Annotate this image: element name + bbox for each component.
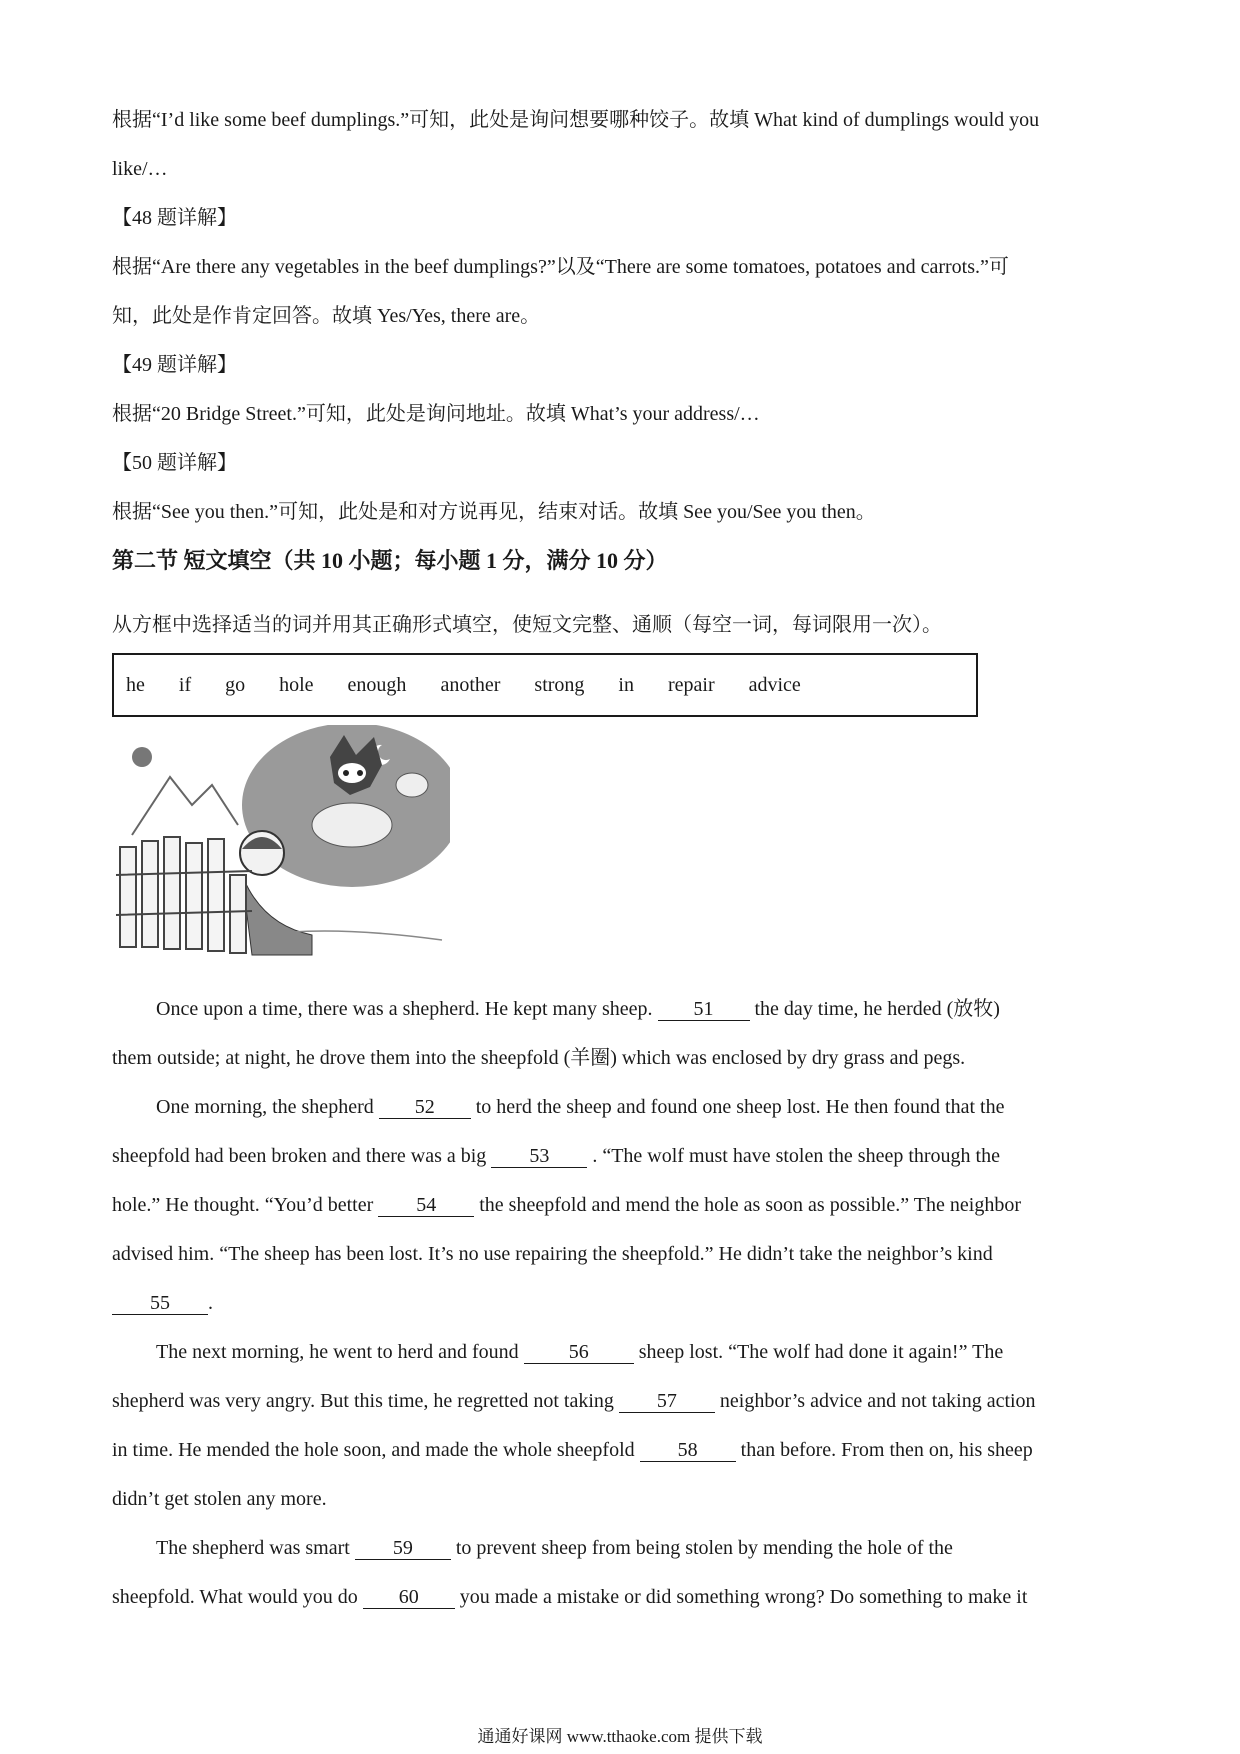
page-footer: 通通好课网 www.tthaoke.com 提供下载	[477, 1727, 763, 1746]
blank-54: 54	[378, 1194, 474, 1217]
q48-explanation-line2: 知，此处是作肯定回答。故填 Yes/Yes, there are。	[112, 305, 541, 327]
word-option: he	[126, 673, 145, 696]
story-text: neighbor’s advice and not taking action	[719, 1390, 1036, 1412]
q47-explanation-line1: 根据“I’d like some beef dumplings.”可知，此处是询问想要哪种饺子。故填 What kind of dumplings would you	[112, 109, 1040, 131]
q49-explanation: 根据“20 Bridge Street.”可知，此处是询问地址。故填 What’s your address/…	[112, 403, 760, 425]
q50-explanation: 根据“See you then.”可知，此处是和对方说再见，结束对话。故填 See you/See you then。	[112, 501, 876, 523]
section-instruction: 从方框中选择适当的词并用其正确形式填空，使短文完整、通顺（每空一词，每词限用一次）。	[112, 614, 942, 636]
word-option: in	[618, 673, 634, 696]
story-text: than before. From then on, his sheep	[740, 1439, 1033, 1461]
story-text: to herd the sheep and found one sheep lost. He then found that the	[475, 1096, 1005, 1118]
story-line: advised him. “The sheep has been lost. It’s no use repairing the sheepfold.” He didn’t take the neighbor’s kind	[112, 1243, 993, 1265]
word-option: go	[225, 673, 246, 696]
blank-57: 57	[619, 1390, 715, 1413]
story-line	[112, 1083, 1132, 1132]
story-text: The shepherd was smart	[156, 1537, 350, 1559]
q48-heading: 【48 题详解】	[112, 207, 237, 229]
blank-59: 59	[355, 1537, 451, 1560]
story-line	[112, 1377, 1132, 1426]
word-option: if	[178, 673, 192, 696]
story-line: didn’t get stolen any more.	[112, 1488, 327, 1510]
blank-53: 53	[491, 1145, 587, 1168]
blank-60: 60	[363, 1586, 455, 1609]
story-text: .	[208, 1292, 213, 1314]
story-line	[112, 1279, 1132, 1328]
story-text: One morning, the shepherd	[156, 1096, 374, 1118]
q47-explanation-line2: like/…	[112, 158, 168, 180]
blank-51: 51	[658, 998, 750, 1021]
story-line	[112, 1132, 1132, 1181]
story-line	[112, 1573, 1132, 1622]
story-text: you made a mistake or did something wrong? Do something to make it	[459, 1586, 1028, 1608]
q48-explanation-line1: 根据“Are there any vegetables in the beef dumplings?”以及“There are some tomatoes, potatoes and carrots.”可	[112, 256, 1009, 278]
story-text: the sheepfold and mend the hole as soon as possible.” The neighbor	[479, 1194, 1021, 1216]
story-passage	[112, 985, 1132, 1622]
story-line	[112, 1426, 1132, 1475]
story-line	[112, 1328, 1132, 1377]
word-option: another	[440, 673, 501, 696]
blank-52: 52	[379, 1096, 471, 1119]
blank-56: 56	[524, 1341, 634, 1364]
story-line	[112, 985, 1132, 1034]
story-line	[112, 1181, 1132, 1230]
word-option: strong	[534, 673, 585, 696]
story-text: sheep lost. “The wolf had done it again!” The	[638, 1341, 1004, 1363]
story-text: hole.” He thought. “You’d better	[112, 1194, 374, 1216]
story-text: shepherd was very angry. But this time, he regretted not taking	[112, 1390, 614, 1412]
word-box	[112, 653, 978, 717]
story-text: The next morning, he went to herd and found	[156, 1341, 519, 1363]
story-text: to prevent sheep from being stolen by mending the hole of the	[455, 1537, 953, 1559]
word-option: hole	[279, 673, 314, 696]
story-line: them outside; at night, he drove them into the sheepfold (羊圈) which was enclosed by dry grass and pegs.	[112, 1047, 966, 1069]
word-option: repair	[667, 673, 715, 696]
word-option: enough	[347, 673, 407, 696]
story-text: in time. He mended the hole soon, and made the whole sheepfold	[112, 1439, 635, 1461]
section-title: 第二节 短文填空（共 10 小题；每小题 1 分，满分 10 分）	[112, 548, 668, 573]
story-text: Once upon a time, there was a shepherd. He kept many sheep.	[156, 998, 653, 1020]
blank-58: 58	[640, 1439, 736, 1462]
document-page	[112, 96, 1132, 1622]
story-line	[112, 1524, 1132, 1573]
word-option: advice	[748, 673, 801, 696]
shepherd-wolf-illustration	[112, 725, 450, 965]
story-text: . “The wolf must have stolen the sheep through the	[592, 1145, 1000, 1167]
q50-heading: 【50 题详解】	[112, 452, 237, 474]
story-text: sheepfold had been broken and there was a big	[112, 1145, 487, 1167]
story-text: sheepfold. What would you do	[112, 1586, 358, 1608]
q49-heading: 【49 题详解】	[112, 354, 237, 376]
blank-55: 55	[112, 1292, 208, 1315]
story-text: the day time, he herded (放牧)	[754, 998, 1000, 1020]
